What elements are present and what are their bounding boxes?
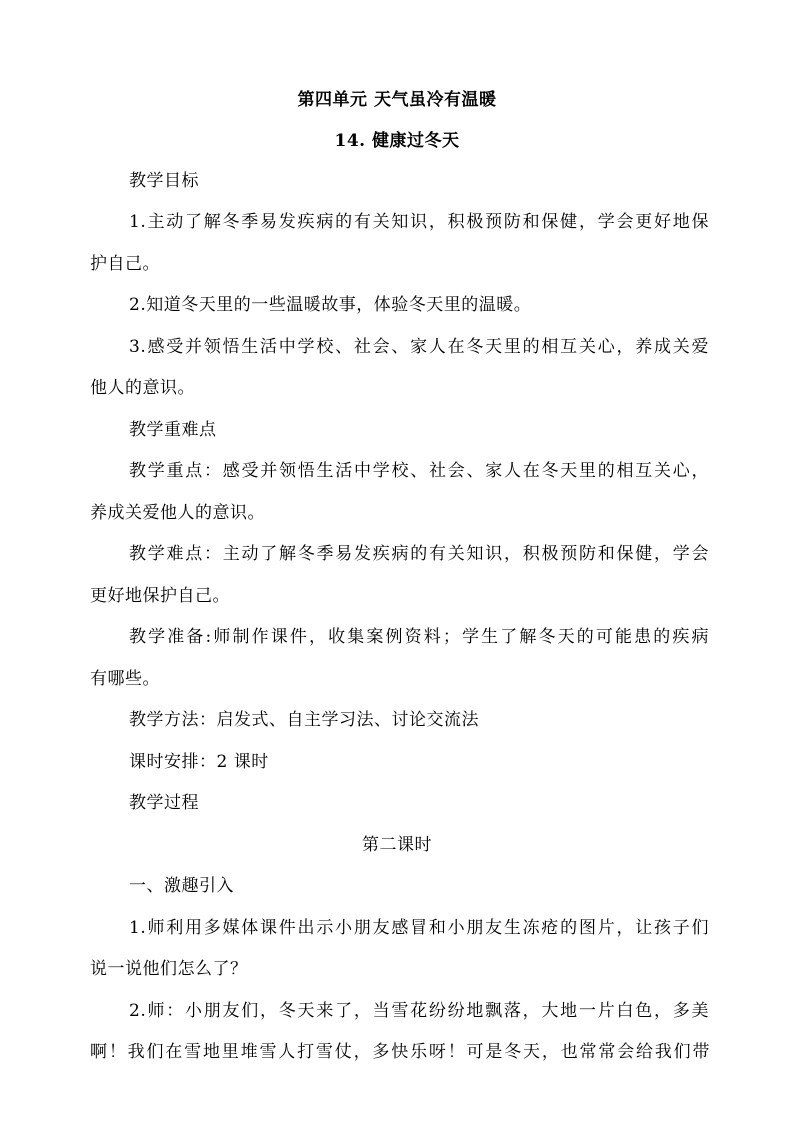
goal-3-line-2: 他人的意识。 [90, 378, 195, 398]
preparation-line-1: 教学准备:师制作课件，收集案例资料；学生了解冬天的可能患的疾病 [129, 627, 709, 647]
step-2-line-1: 2.师：小朋友们，冬天来了，当雪花纷纷地飘落，大地一片白色，多美 [129, 1001, 709, 1021]
key-point-line-1: 教学重点：感受并领悟生活中学校、社会、家人在冬天里的相互关心， [129, 461, 709, 481]
goals-heading: 教学目标 [129, 171, 199, 191]
preparation-line-2: 有哪些。 [90, 669, 160, 689]
class-schedule: 课时安排：2 课时 [129, 752, 269, 772]
difficult-point-line-1: 教学难点：主动了解冬季易发疾病的有关知识，积极预防和保健，学会 [129, 544, 709, 564]
step-1-line-2: 说一说他们怎么了？ [90, 959, 248, 979]
lesson-title: 14. 健康过冬天 [334, 131, 460, 151]
process-heading: 教学过程 [129, 793, 199, 813]
goal-3-line-1: 3.感受并领悟生活中学校、社会、家人在冬天里的相互关心，养成关爱 [129, 337, 709, 357]
goal-2: 2.知道冬天里的一些温暖故事，体验冬天里的温暖。 [129, 295, 532, 315]
step-1-line-1: 1.师利用多媒体课件出示小朋友感冒和小朋友生冻疮的图片，让孩子们 [129, 918, 709, 938]
difficult-point-line-2: 更好地保护自己。 [90, 586, 230, 606]
unit-title: 第四单元 天气虽冷有温暖 [297, 90, 497, 110]
key-point-line-2: 养成关爱他人的意识。 [90, 503, 265, 523]
teaching-method: 教学方法：启发式、自主学习法、讨论交流法 [129, 710, 479, 730]
period-heading: 第二课时 [362, 835, 432, 855]
key-heading: 教学重难点 [129, 420, 217, 440]
step-2-line-2: 啊！我们在雪地里堆雪人打雪仗，多快乐呀！可是冬天，也常常会给我们带 [90, 1042, 710, 1062]
goal-1-line-2: 护自己。 [90, 254, 160, 274]
goal-1-line-1: 1.主动了解冬季易发疾病的有关知识，积极预防和保健，学会更好地保 [129, 212, 709, 232]
section-1-heading: 一、激趣引入 [129, 876, 234, 896]
